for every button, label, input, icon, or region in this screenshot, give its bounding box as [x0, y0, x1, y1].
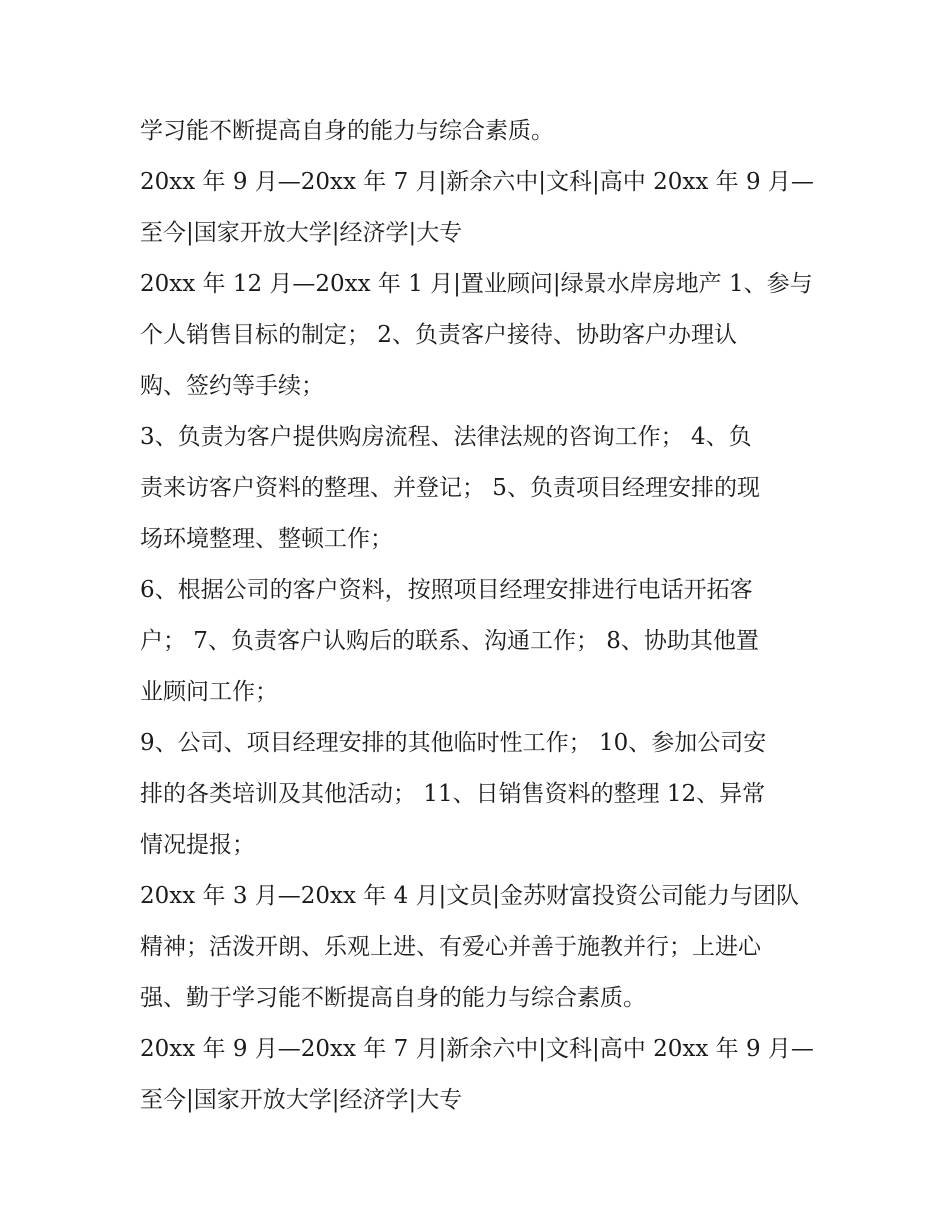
- text-line: 精神；活泼开朗、乐观上进、有爱心并善于施教并行；上进心: [140, 934, 761, 960]
- text-line: 20xx 年 9 月—20xx 年 7 月|新余六中|文科|高中 20xx 年 9 月—: [140, 1036, 814, 1062]
- text-line: 3、负责为客户提供购房流程、法律法规的咨询工作； 4、负: [140, 424, 752, 450]
- paragraph-work-experience: [140, 259, 820, 412]
- text-line: 至今|国家开放大学|经济学|大专: [140, 1087, 463, 1113]
- text-line: 购、签约等手续；: [140, 373, 324, 399]
- paragraph-duties-3-5: [140, 412, 820, 565]
- text-line: 个人销售目标的制定； 2、负责客户接待、协助客户办理认: [140, 322, 737, 348]
- text-line: 责来访客户资料的整理、并登记； 5、负责项目经理安排的现: [140, 475, 760, 501]
- text-line: 至今|国家开放大学|经济学|大专: [140, 220, 463, 246]
- text-line: 场环境整理、整顿工作；: [140, 526, 393, 552]
- document-body: [140, 106, 820, 1126]
- text-line: 排的各类培训及其他活动； 11、日销售资料的整理 12、异常: [140, 781, 766, 807]
- text-line: 强、勤于学习能不断提高自身的能力与综合素质。: [140, 985, 646, 1011]
- paragraph-clerk-experience: [140, 871, 820, 1024]
- text-line: 学习能不断提高自身的能力与综合素质。: [140, 118, 554, 144]
- paragraph-education: [140, 157, 820, 259]
- text-line: 20xx 年 9 月—20xx 年 7 月|新余六中|文科|高中 20xx 年 9 月—: [140, 169, 814, 195]
- text-line: 6、根据公司的客户资料，按照项目经理安排进行电话开拓客: [140, 577, 753, 603]
- text-line: 20xx 年 12 月—20xx 年 1 月|置业顾问|绿景水岸房地产 1、参与: [140, 271, 813, 297]
- text-line: 20xx 年 3 月—20xx 年 4 月|文员|金苏财富投资公司能力与团队: [140, 883, 800, 909]
- text-line: 情况提报；: [140, 832, 255, 858]
- paragraph-duties-6-8: [140, 565, 820, 718]
- text-line: 户； 7、负责客户认购后的联系、沟通工作； 8、协助其他置: [140, 628, 759, 654]
- text-line: 业顾问工作；: [140, 679, 278, 705]
- paragraph-duties-9-12: [140, 718, 820, 871]
- paragraph-qualities-continued: [140, 106, 820, 157]
- paragraph-education-repeat: [140, 1024, 820, 1126]
- text-line: 9、公司、项目经理安排的其他临时性工作； 10、参加公司安: [140, 730, 767, 756]
